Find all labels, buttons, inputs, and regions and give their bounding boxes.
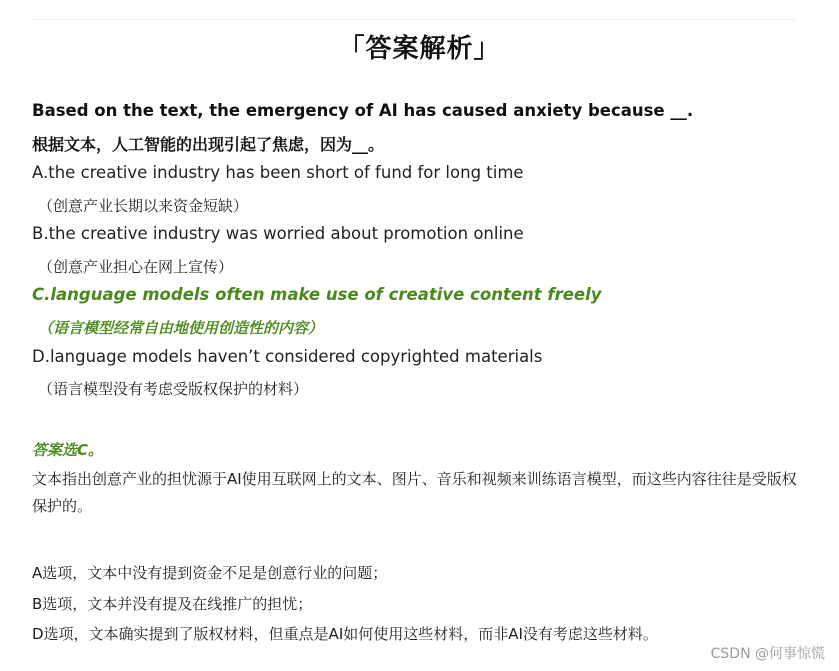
option-d: D.language models haven’t considered copyrighted materials: [32, 347, 543, 366]
answer-label: 答案选C。: [32, 441, 104, 459]
analysis-b: B选项，文本并没有提及在线推广的担忧；: [32, 595, 313, 613]
option-d-translation: （语言模型没有考虑受版权保护的材料）: [38, 380, 309, 398]
answer-explanation: 文本指出创意产业的担忧源于AI使用互联网上的文本、图片、音乐和视频来训练语言模型，而这些内容往往是受版权保护的。: [32, 470, 797, 515]
question-chinese: 根据文本，人工智能的出现引起了焦虑，因为__。: [32, 135, 385, 154]
option-c-correct: C.language models often make use of creative content freely: [32, 285, 602, 304]
page-title: 「答案解析」: [338, 34, 501, 64]
option-a-translation: （创意产业长期以来资金短缺）: [38, 197, 249, 215]
option-a: A.the creative industry has been short of fund for long time: [32, 163, 524, 182]
option-c-translation: （语言模型经常自由地使用创造性的内容）: [38, 319, 324, 337]
top-divider: [32, 19, 796, 20]
watermark: CSDN @何事惊慌: [710, 646, 825, 662]
question-english: Based on the text, the emergency of AI has caused anxiety because __.: [32, 101, 694, 120]
option-b-translation: （创意产业担心在网上宣传）: [38, 258, 234, 276]
option-b: B.the creative industry was worried about promotion online: [32, 224, 524, 243]
analysis-a: A选项，文本中没有提到资金不足是创意行业的问题；: [32, 564, 388, 582]
analysis-d: D选项，文本确实提到了版权材料，但重点是AI如何使用这些材料，而非AI没有考虑这些材料。: [32, 625, 658, 643]
